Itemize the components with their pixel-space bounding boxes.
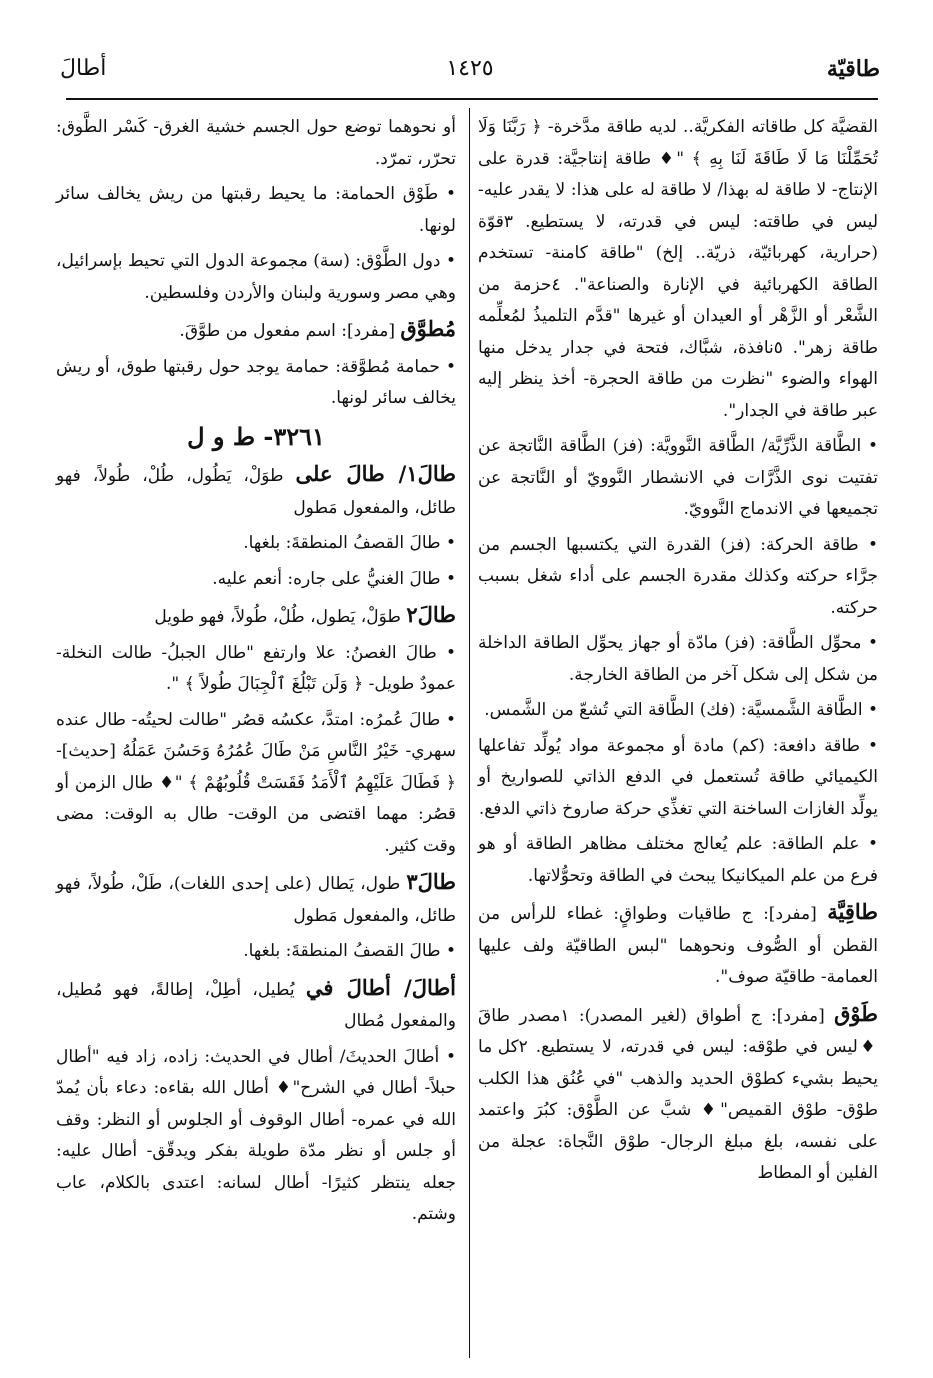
entry-text: القضيَّة كل طاقاته الفكريَّة.. لديه طاقة مدَّخرة- ﴿ رَبَّنَا وَلَا تُحَمِّلْنَا مَا لَا طَاقَةَ لَنَا بِهِ ﴾ "♦ طاقة إنتاجيَّة: قدرة على الإنتاج- لا طاقة له بهذا/ لا طاقة له على هذا: لا يقدر عليه- ليس في طاقته: ليس في قدرته، لا يستطيع. ٣قوّة (حرارية، كهربائيّة، ذريّة.. إلخ) "طاقة كامنة- تستخدم الطاقة الكهربائية في الإنارة والصناعة". ٤حزمة من الشَّعْر أو الزَّهْر أو العيدان أو غيرها "قدَّم التلميذُ لمُعلِّمه طاقة زهر". ٥نافذة، شبَّاك، فتحة في جدار يدخل منها الهواء والضوء "نظرت من طاقة الحجرة- أخذ ينظر إليه عبر طاقة في الجدار". bbox=[478, 117, 878, 421]
entry-paragraph bbox=[56, 352, 456, 415]
entry-paragraph bbox=[56, 564, 456, 596]
entry-text: • الطَّاقة الذَّرِّيَّة/ الطَّاقة النَّوويَّة: (فز) الطَّاقة النَّاتجة عن تفتيت نوى الذَّرَّات في الانشطار النَّوويّ أو النَّاتجة عن تجميعها في الاندماج النَّوويّ. bbox=[478, 436, 878, 519]
dictionary-entry bbox=[478, 998, 878, 1190]
entry-paragraph bbox=[56, 528, 456, 560]
entry-paragraph bbox=[478, 829, 878, 892]
headword: طَوْق bbox=[834, 1000, 878, 1026]
entry-text: • طاقة دافعة: (كم) مادة أو مجموعة مواد يُولِّد تفاعلها الكيميائي طاقة تُستعمل في الدفع الذاتي للصواريخ أو يولِّد الغازات الساخنة التي تغذِّي حركة صاروخ ذاتي الدفع. bbox=[478, 735, 878, 819]
guide-word-right: طاقيّة bbox=[826, 56, 880, 82]
entry-text: • طالَ الغنيُّ على جاره: أنعم عليه. bbox=[212, 568, 456, 589]
entry-paragraph bbox=[56, 705, 456, 863]
entry-text: • الطَّاقة الشَّمسيَّة: (فك) الطَّاقة التي تُشعّ من الشَّمس. bbox=[484, 700, 878, 720]
right-column bbox=[478, 112, 878, 1194]
entry-paragraph bbox=[56, 1042, 456, 1231]
headword: أطالَ/ أطالَ في bbox=[305, 974, 456, 1000]
entry-paragraph bbox=[56, 638, 456, 701]
left-column bbox=[56, 112, 456, 1235]
column-divider bbox=[469, 108, 470, 1358]
entry-text: • دول الطَّوْق: (سة) مجموعة الدول التي تحيط بإسرائيل، وهي مصر وسورية ولبنان والأردن وفلسطين. bbox=[56, 251, 456, 303]
entry-text: • أطالَ الحديثَ/ أطال في الحديث: زاده، زاد فيه "أطال حبلاً- أطال في الشرح"♦ أطال الله بقاءه: دعاء بأن يُمدّ الله في عمره- أطال الوقوف أو الجلوس أو النظر: وقف أو جلس أو نظر مدّة طويلة بفكر ويدقّق- أطال عليه: جعله ينتظر كثيرًا- أطال لسانه: اعتدى بالكلام، عاب وشتم. bbox=[56, 1046, 456, 1224]
dictionary-entry bbox=[478, 896, 878, 994]
entry-text: [مفرد]: ج طاقيات وطواقٍ: غطاء للرأس من القطن أو الصُّوف ونحوهما "لبس الطاقيّة ولف عليها العمامة- طاقيّة صوف". bbox=[478, 904, 878, 987]
headword: طالَ٢ bbox=[406, 602, 456, 627]
entry-text: أو نحوهما توضع حول الجسم خشية الغرق- كَسْر الطَّوق: تحرّر، تمرّد. bbox=[56, 117, 456, 169]
entry-text: • علم الطاقة: علم يُعالج مختلف مظاهر الطاقة أو هو فرع من علم الميكانيكا يبحث في الطاقة وتحوُّلاتها. bbox=[478, 834, 878, 886]
entry-paragraph bbox=[478, 112, 878, 427]
entry-text: يُطيل، أطِلْ، إطالةً، فهو مُطيل، والمفعول مُطال bbox=[56, 979, 456, 1031]
page-number: ١٤٢٥ bbox=[446, 56, 494, 81]
entry-text: طول، يَطال (على إحدى اللغات)، طَلْ، طُولاً، فهو طائل، والمفعول مَطول bbox=[56, 874, 456, 926]
entry-paragraph bbox=[478, 731, 878, 826]
entry-paragraph bbox=[478, 431, 878, 526]
entry-paragraph bbox=[478, 628, 878, 691]
headword: مُطوَّق bbox=[400, 316, 456, 341]
header-rule bbox=[66, 98, 878, 100]
entry-text: طوَلْ، يَطُول، طُلْ، طُولاً، فهو طائل، والمفعول مَطول bbox=[56, 466, 456, 518]
dictionary-entry bbox=[56, 599, 456, 634]
entry-text: • حمامة مُطوَّقة: حمامة يوجد حول رقبتها طوق، أو ريش يخالف سائر لونها. bbox=[56, 356, 456, 408]
entry-text: [مفرد]: اسم مفعول من طوَّقَ. bbox=[179, 321, 401, 341]
entry-paragraph bbox=[478, 530, 878, 625]
entry-text: • محوِّل الطَّاقة: (فز) مادّة أو جهاز يحوِّل الطاقة الداخلة من شكل إلى شكل آخر من الطاقة الخارجة. bbox=[478, 633, 878, 685]
entry-paragraph bbox=[478, 695, 878, 727]
entry-text: • طالَ عُمرُه: امتدَّ، عكسُه قصُر "طالت لحيتُه- طال عنده سهري- خَيْرُ النَّاسِ مَنْ طَالَ عُمُرُهُ وَحَسُنَ عَمَلُهُ [حديث]- ﴿ فَطَالَ عَلَيْهِمُ ٱلْأَمَدُ فَقَسَتْ قُلُوبُهُمْ ﴾ "♦ طال الزمن أو قصُر: مهما اقتضى من الوقت- طال به الوقت: مضى وقت كثير. bbox=[56, 709, 456, 856]
entry-paragraph bbox=[56, 179, 456, 242]
headword: طاقِيَّة bbox=[827, 899, 878, 924]
page-header bbox=[60, 48, 880, 88]
root-section-heading: ٣٢٦١- ط و ل bbox=[187, 421, 325, 451]
headword: طالَ١/ طالَ على bbox=[295, 461, 456, 486]
entry-text: • طَوْق الحمامة: ما يحيط رقبتها من ريش يخالف سائر لونها. bbox=[56, 184, 456, 236]
entry-text: • طالَ القصفُ المنطقةَ: بلغها. bbox=[243, 941, 456, 961]
dictionary-entry bbox=[56, 866, 456, 932]
entry-paragraph bbox=[56, 936, 456, 968]
dictionary-entry bbox=[56, 313, 456, 348]
entry-text: [مفرد]: ج أطواق (لغير المصدر): ١مصدر طاقَ ♦ليس في طوْقه: ليس في قدرته، لا يستطيع. ٢كل ما يحيط بشيء كطوْق الحديد والذهب "في عُنُق هذا الكلب طوْق- طوْق القميص"♦ شبَّ عن الطَّوْق: كبُرَ واعتمد على نفسه، بلغ مبلغ الرجال- طوْق النَّجاة: عجلة من الفلين أو المطاط bbox=[478, 1005, 878, 1183]
entry-paragraph bbox=[56, 112, 456, 175]
guide-word-left: أطالَ bbox=[60, 56, 107, 81]
entry-text: • طاقة الحركة: (فز) القدرة التي يكتسبها الجسم من جرَّاء حركته وكذلك مقدرة الجسم على أداء شغل بسبب حركته. bbox=[478, 534, 878, 618]
dictionary-entry bbox=[56, 458, 456, 524]
entry-paragraph bbox=[56, 246, 456, 309]
entry-text: طوَلْ، يَطول، طُلْ، طُولاً، فهو طويل bbox=[154, 607, 407, 627]
headword: طالَ٣ bbox=[406, 869, 456, 894]
dictionary-entry bbox=[56, 972, 456, 1038]
entry-text: • طالَ القصفُ المنطقةَ: بلغها. bbox=[243, 533, 456, 553]
entry-text: • طالَ الغصنُ: علا وارتفع "طال الجبلُ- طالت النخلة- عمودٌ طويل- ﴿ وَلَن تَبْلُغَ ٱلْجِبَالَ طُولاً ﴾ ". bbox=[56, 642, 456, 694]
